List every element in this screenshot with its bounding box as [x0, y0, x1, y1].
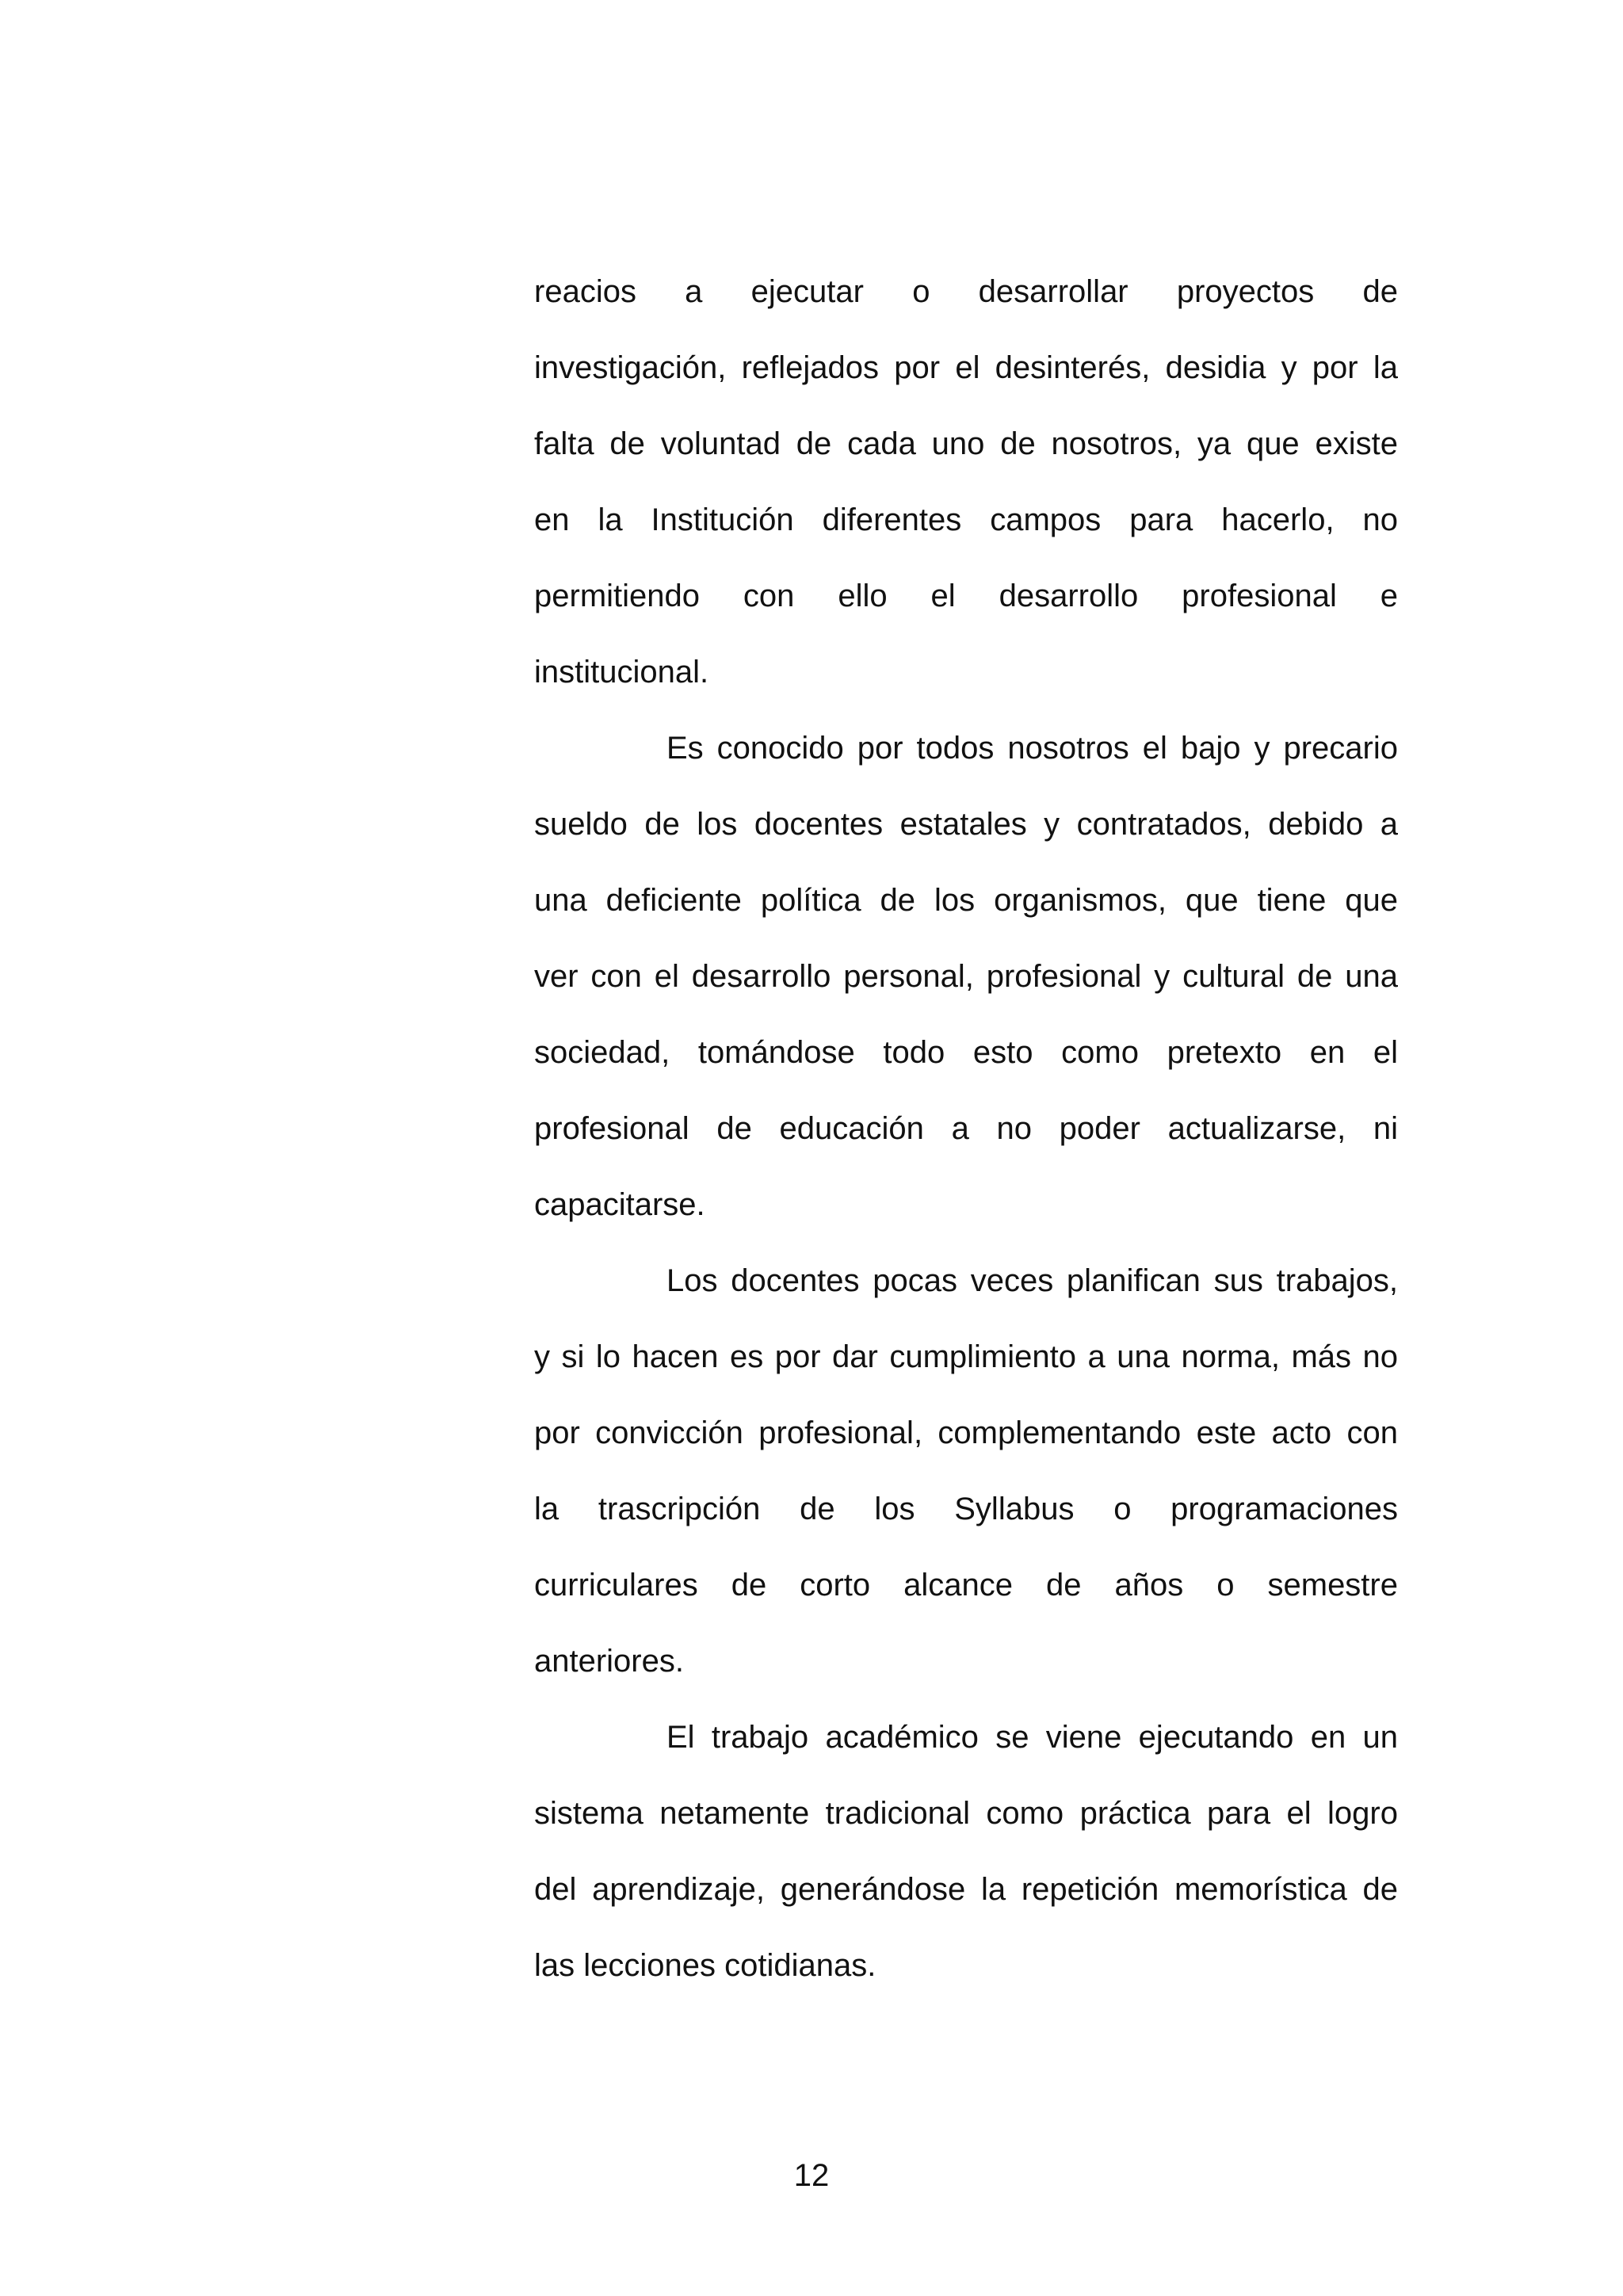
text-line: reacios a ejecutar o desarrollar proyectos de	[534, 274, 1398, 309]
text-line: capacitarse.	[534, 1187, 705, 1222]
text-line: ver con el desarrollo personal, profesional y cultural de una	[534, 959, 1398, 994]
text-line: institucional.	[534, 655, 709, 690]
text-line: falta de voluntad de cada uno de nosotros, ya que existe	[534, 426, 1398, 461]
text-line: curriculares de corto alcance de años o semestre	[534, 1568, 1398, 1603]
paragraph-first-line: El trabajo académico se viene ejecutando en un	[666, 1720, 1398, 1755]
text-line: por convicción profesional, complementando este acto con	[534, 1415, 1398, 1450]
text-line: permitiendo con ello el desarrollo profesional e	[534, 579, 1398, 613]
text-line: en la Institución diferentes campos para hacerlo, no	[534, 502, 1398, 537]
page-number: 12	[793, 2158, 830, 2193]
paragraph-first-line: Los docentes pocas veces planifican sus trabajos,	[666, 1263, 1398, 1298]
text-line: las lecciones cotidianas.	[534, 1948, 876, 1983]
text-line: sociedad, tomándose todo esto como pretexto en el	[534, 1035, 1398, 1070]
text-line: del aprendizaje, generándose la repetición memorística de	[534, 1872, 1398, 1907]
text-line: profesional de educación a no poder actualizarse, ni	[534, 1111, 1398, 1146]
text-line: y si lo hacen es por dar cumplimiento a una norma, más no	[534, 1339, 1398, 1374]
text-line: una deficiente política de los organismos, que tiene que	[534, 883, 1398, 918]
body-text	[534, 268, 1398, 2018]
text-line: sistema netamente tradicional como práctica para el logro	[534, 1796, 1398, 1831]
text-line: investigación, reflejados por el desinterés, desidia y por la	[534, 350, 1398, 385]
paragraph-first-line: Es conocido por todos nosotros el bajo y precario	[666, 731, 1398, 766]
text-line: anteriores.	[534, 1644, 684, 1679]
text-line: sueldo de los docentes estatales y contratados, debido a	[534, 807, 1398, 842]
text-line: la trascripción de los Syllabus o programaciones	[534, 1492, 1398, 1526]
